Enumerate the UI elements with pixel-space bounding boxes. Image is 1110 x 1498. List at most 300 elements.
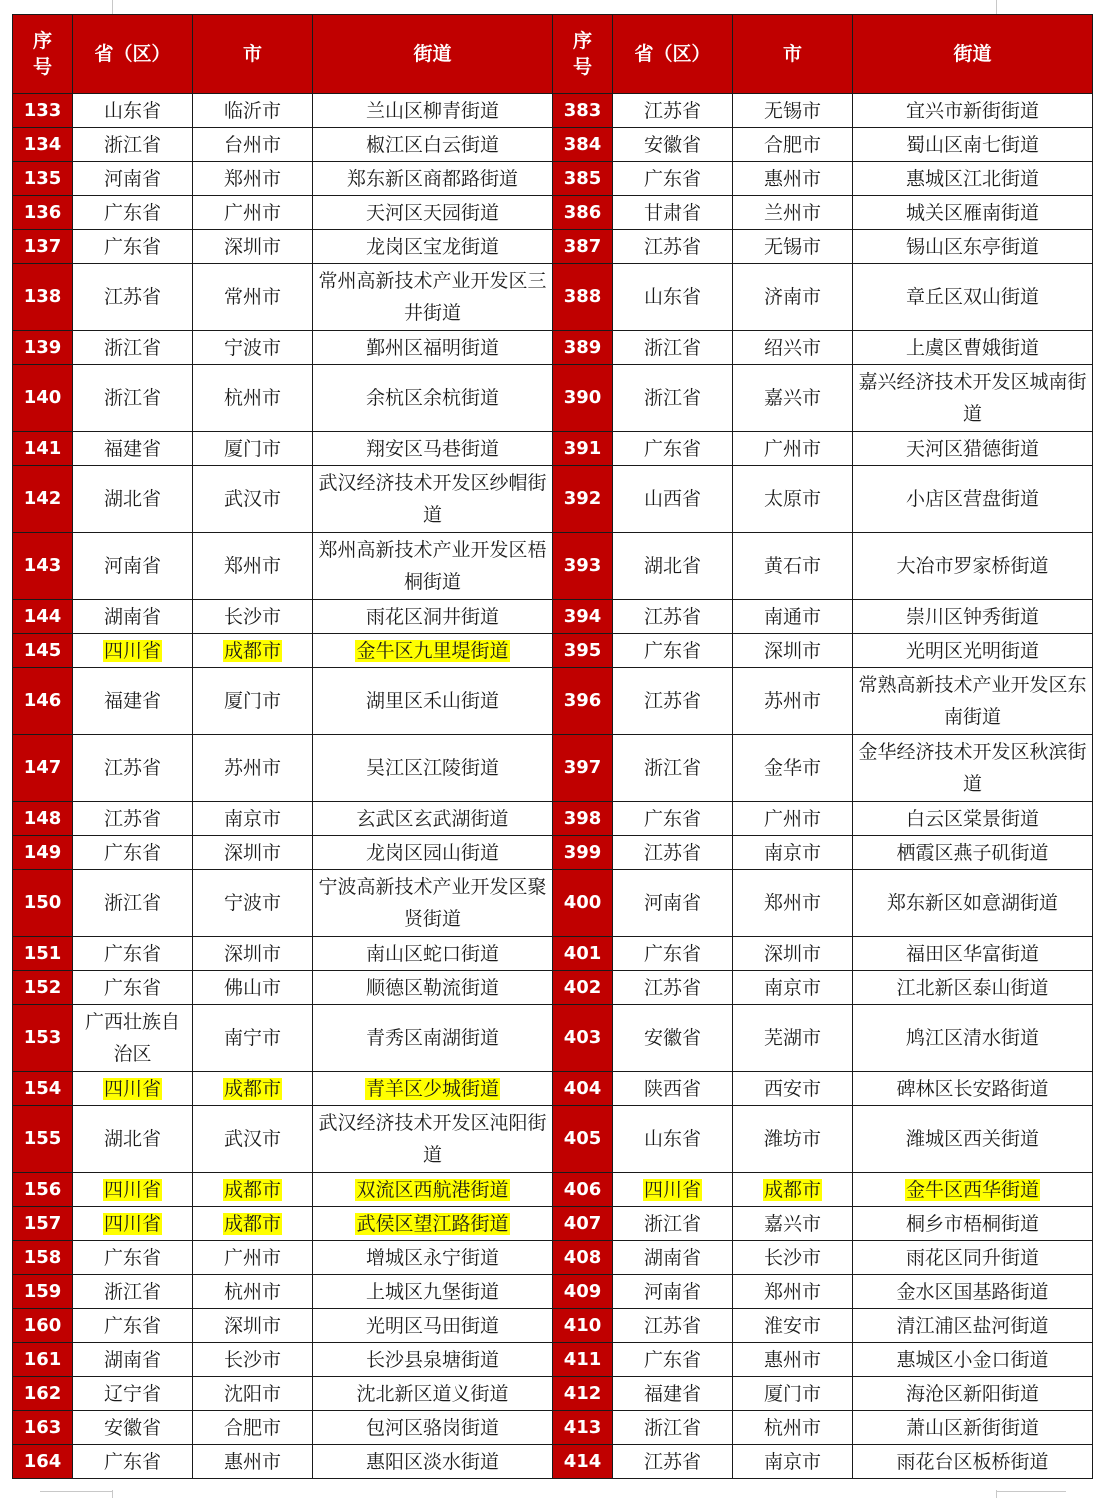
header-seq-left <box>13 15 73 94</box>
seq-text: 154 <box>23 1077 62 1099</box>
street-text: 青秀区南湖街道 <box>365 1027 499 1049</box>
left-seq-cell <box>13 802 73 836</box>
crop-mark-top-left <box>112 0 127 14</box>
left-province-cell <box>73 1377 193 1411</box>
left-city-cell <box>193 836 313 870</box>
left-street-cell <box>313 1106 553 1173</box>
table-row <box>13 1106 1093 1173</box>
province-text: 广东省 <box>103 235 161 258</box>
left-street-cell <box>313 668 553 735</box>
right-province-cell <box>613 1207 733 1241</box>
left-province-cell <box>73 836 193 870</box>
province-text: 江苏省 <box>643 99 701 122</box>
seq-text: 152 <box>23 976 62 998</box>
right-street-cell <box>853 230 1093 264</box>
left-seq-cell <box>13 162 73 196</box>
left-province-cell <box>73 466 193 533</box>
left-street-cell <box>313 1275 553 1309</box>
right-province-cell <box>613 466 733 533</box>
province-text: 浙江省 <box>103 336 161 359</box>
right-province-cell <box>613 1377 733 1411</box>
seq-text: 164 <box>23 1450 62 1472</box>
province-text: 广东省 <box>103 1450 161 1473</box>
left-city-cell <box>193 162 313 196</box>
right-province-cell <box>613 971 733 1005</box>
seq-text: 389 <box>563 336 602 358</box>
table-row <box>13 466 1093 533</box>
right-province-cell <box>613 802 733 836</box>
header-street-right <box>853 15 1093 94</box>
right-street-cell <box>853 1241 1093 1275</box>
province-text: 四川省 <box>103 1178 161 1201</box>
left-seq-cell <box>13 1106 73 1173</box>
province-text: 江苏省 <box>643 605 701 628</box>
right-province-cell <box>613 1005 733 1072</box>
province-text: 安徽省 <box>643 1027 701 1049</box>
left-city-cell <box>193 1377 313 1411</box>
right-street-cell <box>853 668 1093 735</box>
header-city-label: 市 <box>242 43 262 65</box>
province-text: 福建省 <box>103 437 161 460</box>
seq-text: 134 <box>23 133 62 155</box>
table-row <box>13 264 1093 331</box>
header-seq-label: 序 号 <box>32 30 52 78</box>
table-row <box>13 162 1093 196</box>
right-seq-cell <box>553 1309 613 1343</box>
seq-text: 383 <box>563 99 602 121</box>
seq-text: 144 <box>23 605 62 627</box>
left-seq-cell <box>13 1411 73 1445</box>
left-city-cell <box>193 668 313 735</box>
left-street-cell <box>313 1072 553 1106</box>
right-seq-cell <box>553 365 613 432</box>
left-seq-cell <box>13 533 73 600</box>
seq-text: 142 <box>23 488 62 509</box>
right-city-cell <box>733 196 853 230</box>
right-city-cell <box>733 1343 853 1377</box>
seq-text: 146 <box>23 690 62 711</box>
city-text: 长沙市 <box>763 1246 821 1269</box>
table-row <box>13 1445 1093 1479</box>
left-city-cell <box>193 1309 313 1343</box>
left-province-cell <box>73 230 193 264</box>
left-street-cell <box>313 1309 553 1343</box>
left-province-cell <box>73 1005 193 1072</box>
province-text: 江苏省 <box>643 976 701 999</box>
table-row <box>13 1241 1093 1275</box>
city-text: 成都市 <box>223 639 281 662</box>
table-row <box>13 870 1093 937</box>
header-seq-label: 序 号 <box>572 30 592 78</box>
right-seq-cell <box>553 1445 613 1479</box>
right-street-cell <box>853 1072 1093 1106</box>
street-text: 金牛区九里堤街道 <box>356 639 509 662</box>
street-text: 武汉经济技术开发区纱帽街道 <box>318 472 547 526</box>
right-province-cell <box>613 1106 733 1173</box>
table-row <box>13 802 1093 836</box>
left-street-cell <box>313 1207 553 1241</box>
left-seq-cell <box>13 1445 73 1479</box>
left-city-cell <box>193 802 313 836</box>
left-seq-cell <box>13 971 73 1005</box>
left-street-cell <box>313 264 553 331</box>
header-street-left <box>313 15 553 94</box>
left-city-cell <box>193 466 313 533</box>
province-text: 安徽省 <box>643 133 701 156</box>
province-text: 浙江省 <box>103 892 161 914</box>
street-text: 青羊区少城街道 <box>365 1077 499 1100</box>
seq-text: 147 <box>23 757 62 778</box>
right-province-cell <box>613 1173 733 1207</box>
seq-text: 161 <box>23 1348 62 1370</box>
right-street-cell <box>853 802 1093 836</box>
street-text: 龙岗区园山街道 <box>365 841 499 864</box>
left-seq-cell <box>13 466 73 533</box>
seq-text: 163 <box>23 1416 62 1438</box>
city-text: 成都市 <box>223 1077 281 1100</box>
right-seq-cell <box>553 331 613 365</box>
seq-text: 151 <box>23 942 62 964</box>
right-seq-cell <box>553 1275 613 1309</box>
left-province-cell <box>73 432 193 466</box>
right-city-cell <box>733 1241 853 1275</box>
right-province-cell <box>613 94 733 128</box>
city-text: 黄石市 <box>763 555 821 577</box>
left-street-cell <box>313 128 553 162</box>
right-seq-cell <box>553 668 613 735</box>
street-text: 福田区华富街道 <box>905 942 1039 965</box>
city-text: 临沂市 <box>223 99 281 122</box>
seq-text: 143 <box>23 555 62 576</box>
seq-text: 149 <box>23 841 62 863</box>
left-province-cell <box>73 1445 193 1479</box>
left-city-cell <box>193 432 313 466</box>
city-text: 深圳市 <box>763 942 821 965</box>
left-street-cell <box>313 1005 553 1072</box>
street-text: 潍城区西关街道 <box>905 1128 1039 1150</box>
table-row <box>13 432 1093 466</box>
street-text: 崇川区钟秀街道 <box>905 605 1039 628</box>
right-city-cell <box>733 533 853 600</box>
street-text: 雨花区洞井街道 <box>365 605 499 628</box>
right-city-cell <box>733 1106 853 1173</box>
city-text: 长沙市 <box>223 1348 281 1371</box>
city-text: 南京市 <box>763 976 821 999</box>
province-text: 广东省 <box>643 942 701 965</box>
left-city-cell <box>193 230 313 264</box>
street-text: 碑林区长安路街道 <box>896 1077 1049 1100</box>
right-city-cell <box>733 1411 853 1445</box>
left-province-cell <box>73 1411 193 1445</box>
seq-text: 396 <box>563 690 602 711</box>
left-city-cell <box>193 1275 313 1309</box>
right-province-cell <box>613 331 733 365</box>
table-row <box>13 230 1093 264</box>
seq-text: 140 <box>23 387 62 408</box>
city-text: 厦门市 <box>223 437 281 460</box>
street-text: 宁波高新技术产业开发区聚贤街道 <box>318 876 547 930</box>
right-street-cell <box>853 1005 1093 1072</box>
city-text: 嘉兴市 <box>763 1212 821 1235</box>
right-street-cell <box>853 432 1093 466</box>
table-row <box>13 735 1093 802</box>
right-street-cell <box>853 937 1093 971</box>
city-text: 沈阳市 <box>223 1382 281 1405</box>
left-seq-cell <box>13 1309 73 1343</box>
right-city-cell <box>733 331 853 365</box>
right-city-cell <box>733 1275 853 1309</box>
table-row <box>13 1309 1093 1343</box>
street-text: 湖里区禾山街道 <box>365 690 499 712</box>
street-text: 白云区棠景街道 <box>905 807 1039 830</box>
right-city-cell <box>733 870 853 937</box>
left-seq-cell <box>13 331 73 365</box>
city-text: 郑州市 <box>763 892 821 914</box>
left-province-cell <box>73 1173 193 1207</box>
left-street-cell <box>313 196 553 230</box>
left-province-cell <box>73 971 193 1005</box>
province-text: 广西壮族自治区 <box>84 1011 180 1065</box>
city-text: 绍兴市 <box>763 336 821 359</box>
province-text: 湖南省 <box>103 605 161 628</box>
right-seq-cell <box>553 937 613 971</box>
left-street-cell <box>313 1445 553 1479</box>
street-text: 桐乡市梧桐街道 <box>905 1212 1039 1235</box>
left-province-cell <box>73 735 193 802</box>
seq-text: 397 <box>563 757 602 778</box>
left-street-cell <box>313 1173 553 1207</box>
right-province-cell <box>613 634 733 668</box>
city-text: 台州市 <box>223 133 281 156</box>
province-text: 浙江省 <box>103 387 161 409</box>
left-city-cell <box>193 1005 313 1072</box>
city-text: 无锡市 <box>763 99 821 122</box>
street-text: 鄞州区福明街道 <box>365 336 499 359</box>
right-street-cell <box>853 1173 1093 1207</box>
province-text: 浙江省 <box>643 1416 701 1439</box>
right-street-cell <box>853 870 1093 937</box>
left-seq-cell <box>13 94 73 128</box>
street-text: 惠城区江北街道 <box>905 167 1039 190</box>
city-text: 佛山市 <box>223 976 281 999</box>
header-seq-right <box>553 15 613 94</box>
province-text: 河南省 <box>643 1280 701 1303</box>
street-text: 沈北新区道义街道 <box>356 1382 509 1405</box>
right-seq-cell <box>553 432 613 466</box>
city-text: 厦门市 <box>763 1382 821 1405</box>
right-seq-cell <box>553 1241 613 1275</box>
left-province-cell <box>73 1072 193 1106</box>
street-text: 天河区天园街道 <box>365 201 499 224</box>
left-city-cell <box>193 1072 313 1106</box>
right-seq-cell <box>553 466 613 533</box>
left-city-cell <box>193 600 313 634</box>
right-province-cell <box>613 1343 733 1377</box>
left-province-cell <box>73 802 193 836</box>
left-street-cell <box>313 802 553 836</box>
table-row <box>13 533 1093 600</box>
right-seq-cell <box>553 1411 613 1445</box>
left-city-cell <box>193 634 313 668</box>
city-text: 西安市 <box>763 1077 821 1100</box>
table-row <box>13 1343 1093 1377</box>
province-text: 江苏省 <box>643 690 701 712</box>
left-seq-cell <box>13 600 73 634</box>
right-city-cell <box>733 264 853 331</box>
table-row <box>13 668 1093 735</box>
city-text: 兰州市 <box>763 201 821 224</box>
left-street-cell <box>313 1343 553 1377</box>
left-seq-cell <box>13 937 73 971</box>
table-row <box>13 331 1093 365</box>
header-province-right <box>613 15 733 94</box>
right-city-cell <box>733 668 853 735</box>
city-text: 成都市 <box>223 1212 281 1235</box>
street-text: 江北新区泰山街道 <box>896 976 1049 999</box>
province-text: 湖南省 <box>643 1246 701 1269</box>
right-province-cell <box>613 432 733 466</box>
street-text: 光明区光明街道 <box>905 639 1039 662</box>
left-city-cell <box>193 1207 313 1241</box>
city-text: 潍坊市 <box>763 1128 821 1150</box>
province-text: 福建省 <box>103 690 161 712</box>
left-province-cell <box>73 1275 193 1309</box>
seq-text: 386 <box>563 201 602 223</box>
right-seq-cell <box>553 634 613 668</box>
crop-mark-bottom-left <box>112 1490 127 1498</box>
seq-text: 411 <box>563 1348 602 1370</box>
left-seq-cell <box>13 1377 73 1411</box>
street-text: 金水区国基路街道 <box>896 1280 1049 1303</box>
right-province-cell <box>613 735 733 802</box>
right-city-cell <box>733 230 853 264</box>
city-text: 武汉市 <box>223 1128 281 1150</box>
right-city-cell <box>733 971 853 1005</box>
seq-text: 409 <box>563 1280 602 1302</box>
right-city-cell <box>733 836 853 870</box>
seq-text: 391 <box>563 437 602 459</box>
left-province-cell <box>73 1207 193 1241</box>
street-text: 包河区骆岗街道 <box>365 1416 499 1439</box>
left-province-cell <box>73 533 193 600</box>
street-text: 大冶市罗家桥街道 <box>896 555 1049 577</box>
street-text: 吴江区江陵街道 <box>365 757 499 779</box>
left-seq-cell <box>13 128 73 162</box>
table-row <box>13 1173 1093 1207</box>
table-row <box>13 94 1093 128</box>
city-text: 苏州市 <box>763 690 821 712</box>
seq-text: 159 <box>23 1280 62 1302</box>
table-row <box>13 836 1093 870</box>
city-text: 杭州市 <box>223 1280 281 1303</box>
city-text: 广州市 <box>223 201 281 224</box>
left-street-cell <box>313 1377 553 1411</box>
street-text: 南山区蛇口街道 <box>365 942 499 965</box>
province-text: 江苏省 <box>643 235 701 258</box>
left-province-cell <box>73 162 193 196</box>
city-text: 郑州市 <box>223 555 281 577</box>
seq-text: 413 <box>563 1416 602 1438</box>
city-text: 南京市 <box>223 807 281 830</box>
right-seq-cell <box>553 735 613 802</box>
right-city-cell <box>733 466 853 533</box>
city-text: 芜湖市 <box>763 1027 821 1049</box>
city-text: 淮安市 <box>763 1314 821 1337</box>
street-text: 惠阳区淡水街道 <box>365 1450 499 1473</box>
left-seq-cell <box>13 634 73 668</box>
seq-text: 392 <box>563 488 602 509</box>
city-text: 成都市 <box>763 1178 821 1201</box>
province-text: 四川省 <box>103 1077 161 1100</box>
city-text: 常州市 <box>223 286 281 308</box>
seq-text: 399 <box>563 841 602 863</box>
seq-text: 390 <box>563 387 602 408</box>
street-text: 上城区九堡街道 <box>365 1280 499 1303</box>
right-street-cell <box>853 365 1093 432</box>
province-text: 江苏省 <box>643 841 701 864</box>
right-seq-cell <box>553 1106 613 1173</box>
right-street-cell <box>853 1106 1093 1173</box>
right-province-cell <box>613 668 733 735</box>
street-text: 清江浦区盐河街道 <box>896 1314 1049 1337</box>
left-province-cell <box>73 264 193 331</box>
left-city-cell <box>193 1343 313 1377</box>
province-text: 甘肃省 <box>643 201 701 224</box>
table-row <box>13 600 1093 634</box>
street-text: 雨花台区板桥街道 <box>896 1450 1049 1473</box>
right-city-cell <box>733 634 853 668</box>
seq-text: 401 <box>563 942 602 964</box>
city-text: 郑州市 <box>763 1280 821 1303</box>
seq-text: 141 <box>23 437 62 459</box>
table-row <box>13 1207 1093 1241</box>
seq-text: 139 <box>23 336 62 358</box>
province-text: 福建省 <box>643 1382 701 1405</box>
left-city-cell <box>193 735 313 802</box>
header-city-right <box>733 15 853 94</box>
seq-text: 414 <box>563 1450 602 1472</box>
street-text: 翔安区马巷街道 <box>365 437 499 460</box>
right-seq-cell <box>553 600 613 634</box>
left-province-cell <box>73 128 193 162</box>
right-street-cell <box>853 264 1093 331</box>
street-text: 天河区猎德街道 <box>905 437 1039 460</box>
seq-text: 135 <box>23 167 62 189</box>
left-city-cell <box>193 971 313 1005</box>
seq-text: 404 <box>563 1077 602 1099</box>
left-city-cell <box>193 1445 313 1479</box>
right-street-cell <box>853 162 1093 196</box>
street-text: 椒江区白云街道 <box>365 133 499 156</box>
seq-text: 156 <box>23 1178 62 1200</box>
table-row <box>13 634 1093 668</box>
crop-mark-bottom-line-left <box>40 1491 112 1492</box>
left-street-cell <box>313 1411 553 1445</box>
crop-mark-top-right <box>996 0 1011 14</box>
left-seq-cell <box>13 1241 73 1275</box>
province-text: 四川省 <box>103 1212 161 1235</box>
left-street-cell <box>313 331 553 365</box>
province-text: 湖南省 <box>103 1348 161 1371</box>
province-text: 广东省 <box>103 976 161 999</box>
province-text: 河南省 <box>643 892 701 914</box>
right-seq-cell <box>553 971 613 1005</box>
right-seq-cell <box>553 1005 613 1072</box>
left-province-cell <box>73 196 193 230</box>
city-text: 郑州市 <box>223 167 281 190</box>
right-province-cell <box>613 162 733 196</box>
right-seq-cell <box>553 1173 613 1207</box>
